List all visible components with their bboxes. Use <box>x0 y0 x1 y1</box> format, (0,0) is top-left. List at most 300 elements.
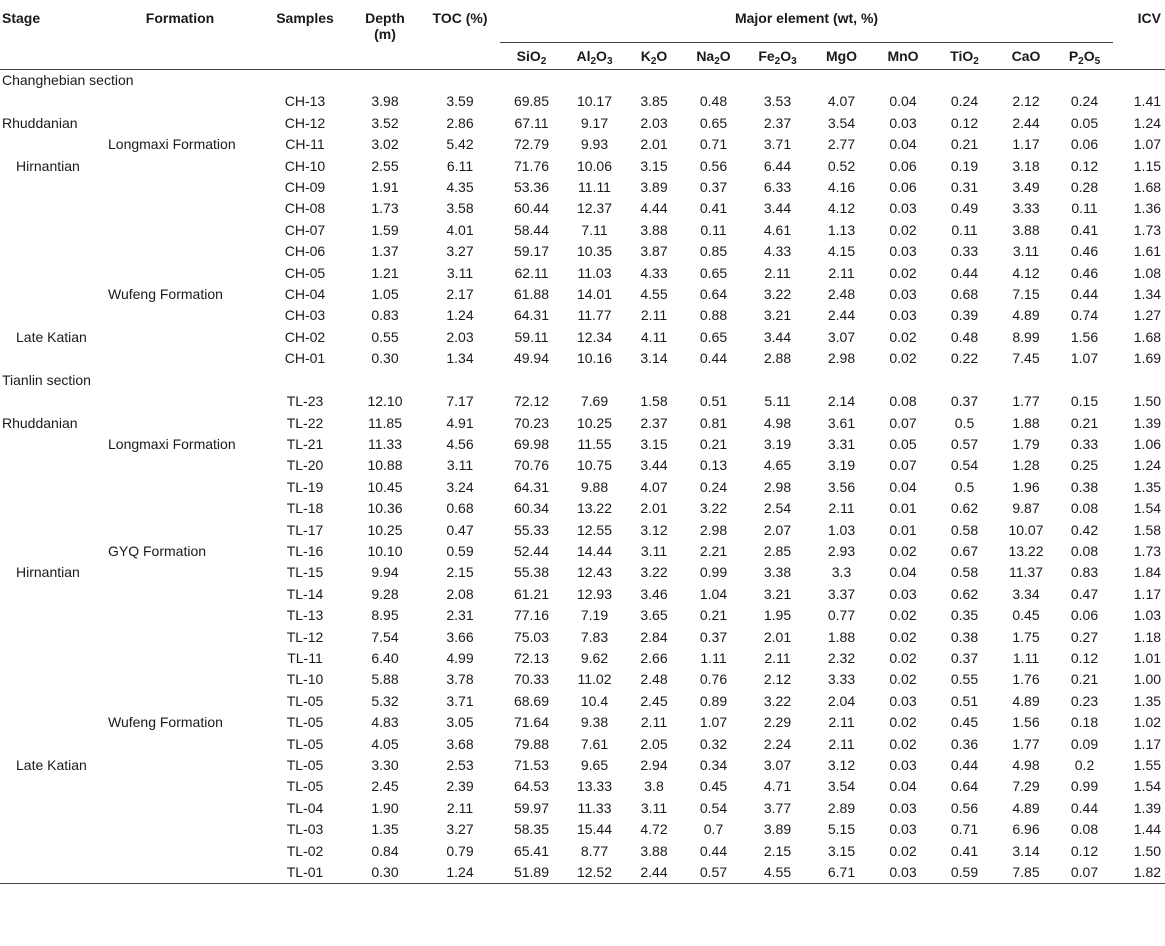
value-cell: 67.11 <box>514 114 549 131</box>
value-cell: 3.59 <box>446 93 474 110</box>
value-cell: 1.68 <box>1133 328 1162 345</box>
value-cell: 55.33 <box>513 521 550 538</box>
value-cell: 11.37 <box>1009 564 1043 581</box>
value-cell: 15.44 <box>576 821 613 838</box>
value-cell: 0.48 <box>699 93 728 110</box>
value-cell: 0.06 <box>889 179 917 196</box>
value-cell: 1.75 <box>1012 628 1040 645</box>
value-cell: 0.30 <box>350 862 420 884</box>
value-cell: 0.03 <box>889 286 917 303</box>
value-cell: 2.01 <box>640 500 668 517</box>
value-cell: 3.52 <box>371 114 399 131</box>
value-cell: 2.12 <box>1012 93 1040 110</box>
formation-cell <box>100 648 260 669</box>
header-toc: TOC (%) <box>420 0 500 70</box>
value-cell: 1.04 <box>699 585 728 602</box>
value-cell: 0.58 <box>950 521 979 538</box>
stage-cell: Rhuddanian <box>2 114 78 131</box>
value-cell: 3.56 <box>827 478 856 495</box>
value-cell: 0.34 <box>699 757 728 773</box>
value-cell: 0.03 <box>889 114 917 131</box>
sample-cell: TL-05 <box>286 735 324 752</box>
table-row <box>0 498 1165 519</box>
sample-cell: TL-17 <box>286 521 324 538</box>
value-cell: 1.35 <box>1133 478 1162 495</box>
value-cell: 0.37 <box>699 628 728 645</box>
table-row <box>0 220 1165 241</box>
value-cell: 0.41 <box>1070 221 1099 238</box>
value-cell: 11.77 <box>577 307 612 324</box>
stage-cell <box>0 669 100 690</box>
value-cell: 2.89 <box>827 799 856 816</box>
value-cell: 1.08 <box>1133 264 1162 281</box>
formation-cell <box>100 627 260 648</box>
value-cell: 11.85 <box>368 414 402 431</box>
section-row <box>0 370 1165 391</box>
value-cell: 2.04 <box>827 692 856 709</box>
value-cell: 5.42 <box>446 136 474 153</box>
value-cell: 0.45 <box>1012 607 1040 624</box>
sample-cell: TL-03 <box>286 821 324 838</box>
value-cell: 2.37 <box>763 114 792 131</box>
value-cell: 0.21 <box>1070 671 1099 688</box>
value-cell: 9.65 <box>580 757 609 773</box>
sample-cell: TL-21 <box>286 435 324 452</box>
value-cell: 3.88 <box>640 221 668 238</box>
value-cell: 1.39 <box>1133 799 1162 816</box>
value-cell: 8.95 <box>371 607 399 624</box>
value-cell: 0.30 <box>371 350 399 367</box>
value-cell: 62.11 <box>514 264 549 281</box>
value-cell: 2.45 <box>371 778 399 795</box>
sample-cell: CH-09 <box>284 179 326 196</box>
sample-cell: TL-20 <box>286 457 324 474</box>
value-cell: 3.37 <box>827 585 856 602</box>
value-cell: 0.11 <box>700 221 727 238</box>
value-cell: 1.34 <box>1133 286 1162 303</box>
value-cell: 0.32 <box>699 735 728 752</box>
value-cell: 7.69 <box>580 393 609 410</box>
formation-cell: Longmaxi Formation <box>108 435 236 452</box>
value-cell: 10.88 <box>367 457 403 474</box>
value-cell: 0.21 <box>699 435 728 452</box>
value-cell: 8.99 <box>1012 328 1040 345</box>
sample-cell: CH-11 <box>285 136 325 153</box>
value-cell: 59.97 <box>513 799 550 816</box>
value-cell: 65.41 <box>513 842 550 859</box>
value-cell: 2.11 <box>828 735 855 752</box>
value-cell: 0.03 <box>889 799 917 816</box>
value-cell: 2.93 <box>827 542 856 559</box>
value-cell: 0.31 <box>950 179 979 196</box>
sample-cell: CH-01 <box>284 350 326 367</box>
table-row <box>0 91 1165 112</box>
value-cell: 1.36 <box>1133 200 1162 217</box>
value-cell: 1.56 <box>1012 714 1040 731</box>
formation-cell <box>100 498 260 519</box>
value-cell: 4.07 <box>640 478 668 495</box>
value-cell: 3.19 <box>763 435 792 452</box>
value-cell: 3.71 <box>446 692 474 709</box>
value-cell: 2.17 <box>446 286 474 303</box>
value-cell: 1.58 <box>640 393 668 410</box>
stage-cell <box>0 541 100 562</box>
sample-cell: CH-08 <box>284 200 326 217</box>
value-cell: 3.38 <box>763 564 792 581</box>
value-cell: 2.54 <box>763 500 792 517</box>
value-cell: 10.16 <box>576 350 613 367</box>
value-cell: 7.19 <box>580 607 609 624</box>
value-cell: 1.79 <box>1012 435 1040 452</box>
value-cell: 0.21 <box>1070 414 1099 431</box>
value-cell: 0.59 <box>446 542 474 559</box>
stage-cell <box>0 691 100 712</box>
value-cell: 1.28 <box>1012 457 1040 474</box>
value-cell: 0.08 <box>1070 821 1099 838</box>
value-cell: 1.11 <box>1012 649 1040 666</box>
header-element-2: $K_2O$ <box>626 43 682 70</box>
value-cell: 0.44 <box>699 842 728 859</box>
value-cell: 2.11 <box>828 714 855 731</box>
value-cell: 59.11 <box>514 328 549 345</box>
value-cell: 0.44 <box>699 350 728 367</box>
value-cell: 3.68 <box>446 735 474 752</box>
table-row <box>0 648 1165 669</box>
value-cell: 0.03 <box>889 243 917 260</box>
value-cell: 0.85 <box>699 243 728 260</box>
sample-cell: TL-01 <box>260 862 350 884</box>
value-cell: 1.24 <box>420 862 500 884</box>
value-cell: 0.81 <box>699 414 728 431</box>
value-cell: 0.03 <box>889 821 917 838</box>
value-cell: 0.12 <box>1070 649 1099 666</box>
value-cell: 4.55 <box>640 286 668 303</box>
value-cell: 4.56 <box>446 435 474 452</box>
value-cell: 0.44 <box>1070 799 1099 816</box>
value-cell: 4.55 <box>745 862 810 884</box>
value-cell: 0.83 <box>1070 564 1099 581</box>
value-cell: 0.36 <box>950 735 979 752</box>
value-cell: 3.31 <box>827 435 856 452</box>
sample-cell: TL-23 <box>286 393 324 410</box>
value-cell: 4.72 <box>640 821 668 838</box>
formation-cell <box>100 562 260 583</box>
value-cell: 70.23 <box>513 414 550 431</box>
value-cell: 0.89 <box>699 692 728 709</box>
formation-cell <box>100 669 260 690</box>
value-cell: 3.44 <box>640 457 668 474</box>
table-row <box>0 584 1165 605</box>
value-cell: 0.64 <box>699 286 728 303</box>
value-cell: 0.65 <box>699 328 728 345</box>
value-cell: 3.02 <box>371 136 399 153</box>
header-element-9: $P_2O_5$ <box>1056 43 1113 70</box>
formation-cell <box>100 113 260 134</box>
table-row <box>0 669 1165 690</box>
value-cell: 0.37 <box>699 179 728 196</box>
table-row <box>0 413 1165 434</box>
stage-cell <box>0 819 100 840</box>
value-cell: 0.02 <box>889 350 917 367</box>
value-cell: 3.11 <box>640 542 668 559</box>
value-cell: 0.06 <box>1070 136 1099 153</box>
table-row <box>0 477 1165 498</box>
value-cell: 1.39 <box>1133 414 1162 431</box>
value-cell: 3.87 <box>640 243 668 260</box>
value-cell: 0.22 <box>950 350 979 367</box>
value-cell: 9.93 <box>580 136 609 153</box>
value-cell: 0.84 <box>371 842 399 859</box>
formation-cell <box>100 241 260 262</box>
value-cell: 0.99 <box>699 564 728 581</box>
value-cell: 1.05 <box>371 286 399 303</box>
value-cell: 71.64 <box>513 714 550 731</box>
value-cell: 52.44 <box>513 542 550 559</box>
value-cell: 2.11 <box>828 264 855 281</box>
value-cell: 0.47 <box>446 521 474 538</box>
value-cell: 59.17 <box>513 243 550 260</box>
value-cell: 0.56 <box>699 157 728 174</box>
value-cell: 1.54 <box>1133 500 1162 517</box>
value-cell: 3.11 <box>446 457 474 474</box>
formation-cell <box>100 455 260 476</box>
table-row <box>0 455 1165 476</box>
value-cell: 0.65 <box>699 264 728 281</box>
formation-cell <box>100 862 260 884</box>
value-cell: 2.12 <box>763 671 792 688</box>
value-cell: 2.01 <box>640 136 668 153</box>
value-cell: 0.02 <box>889 735 917 752</box>
value-cell: 1.88 <box>827 628 856 645</box>
value-cell: 0.58 <box>950 564 979 581</box>
value-cell: 9.87 <box>1012 500 1040 517</box>
value-cell: 12.43 <box>576 564 613 581</box>
value-cell: 1.82 <box>1113 862 1165 884</box>
section-row <box>0 70 1165 92</box>
value-cell: 0.03 <box>889 585 917 602</box>
value-cell: 3.15 <box>640 157 668 174</box>
value-cell: 3.78 <box>446 671 474 688</box>
sample-cell: TL-04 <box>286 799 324 816</box>
value-cell: 11.11 <box>578 179 611 196</box>
value-cell: 1.17 <box>1133 735 1162 752</box>
value-cell: 11.33 <box>577 799 612 816</box>
value-cell: 2.48 <box>640 671 668 688</box>
value-cell: 0.44 <box>950 757 979 773</box>
sample-cell: CH-10 <box>284 157 326 174</box>
table-row <box>0 241 1165 262</box>
formation-cell <box>100 156 260 177</box>
stage-cell <box>0 498 100 519</box>
header-stage: Stage <box>0 0 100 70</box>
value-cell: 0.02 <box>889 842 917 859</box>
value-cell: 0.46 <box>1070 243 1099 260</box>
table-row <box>0 284 1165 305</box>
value-cell: 2.01 <box>763 628 792 645</box>
value-cell: 3.21 <box>763 307 792 324</box>
value-cell: 3.24 <box>446 478 474 495</box>
value-cell: 0.55 <box>950 671 979 688</box>
value-cell: 11.03 <box>577 264 612 281</box>
table-row <box>0 691 1165 712</box>
value-cell: 0.74 <box>1070 307 1099 324</box>
sample-cell: TL-19 <box>286 478 324 495</box>
value-cell: 4.98 <box>1012 757 1040 773</box>
value-cell: 58.44 <box>513 221 550 238</box>
value-cell: 3.33 <box>1012 200 1040 217</box>
value-cell: 0.88 <box>699 307 728 324</box>
value-cell: 0.33 <box>950 243 979 260</box>
value-cell: 1.06 <box>1133 435 1162 452</box>
value-cell: 0.02 <box>889 328 917 345</box>
value-cell: 4.16 <box>827 179 856 196</box>
header-element-3: $Na_2O$ <box>682 43 745 70</box>
sample-cell: CH-03 <box>284 307 326 324</box>
value-cell: 0.41 <box>950 842 979 859</box>
value-cell: 64.31 <box>513 478 550 495</box>
formation-cell <box>100 605 260 626</box>
value-cell: 4.35 <box>446 179 474 196</box>
value-cell: 1.58 <box>1133 521 1162 538</box>
formation-cell <box>100 391 260 412</box>
value-cell: 4.11 <box>640 328 668 345</box>
value-cell: 0.05 <box>889 435 917 452</box>
value-cell: 72.13 <box>513 649 550 666</box>
value-cell: 3.27 <box>446 243 474 260</box>
value-cell: 2.37 <box>640 414 668 431</box>
value-cell: 1.35 <box>371 821 399 838</box>
stage-cell <box>0 91 100 112</box>
value-cell: 4.89 <box>1012 307 1040 324</box>
formation-cell <box>100 477 260 498</box>
value-cell: 1.90 <box>371 799 399 816</box>
value-cell: 3.15 <box>827 842 856 859</box>
value-cell: 1.56 <box>1070 328 1099 345</box>
header-depth <box>350 0 420 70</box>
value-cell: 0.68 <box>950 286 979 303</box>
sample-cell: CH-04 <box>284 286 326 303</box>
value-cell: 1.01 <box>1133 649 1162 666</box>
value-cell: 2.84 <box>640 628 668 645</box>
value-cell: 61.21 <box>513 585 550 602</box>
formation-cell <box>100 348 260 369</box>
value-cell: 2.11 <box>764 649 791 666</box>
table-body <box>0 70 1165 884</box>
value-cell: 0.24 <box>950 93 979 110</box>
value-cell: 3.49 <box>1012 179 1040 196</box>
value-cell: 1.27 <box>1133 307 1162 324</box>
value-cell: 7.61 <box>580 735 609 752</box>
table-row <box>0 627 1165 648</box>
stage-cell <box>0 455 100 476</box>
table-row <box>0 391 1165 412</box>
value-cell: 0.33 <box>1070 435 1099 452</box>
value-cell: 0.54 <box>699 799 728 816</box>
value-cell: 3.89 <box>640 179 668 196</box>
value-cell: 0.62 <box>950 500 979 517</box>
value-cell: 0.51 <box>950 692 979 709</box>
value-cell: 0.5 <box>954 478 975 495</box>
value-cell: 3.11 <box>640 799 668 816</box>
stage-cell <box>0 841 100 862</box>
value-cell: 3.3 <box>831 564 852 581</box>
value-cell: 0.02 <box>889 607 917 624</box>
header-icv: ICV <box>1113 0 1165 70</box>
value-cell: 1.13 <box>827 221 856 238</box>
stage-cell <box>0 520 100 541</box>
value-cell: 3.22 <box>763 286 792 303</box>
value-cell: 2.11 <box>446 799 474 816</box>
value-cell: 2.05 <box>640 735 668 752</box>
value-cell: 10.4 <box>580 692 609 709</box>
value-cell: 3.11 <box>1012 243 1040 260</box>
value-cell: 11.33 <box>368 435 402 452</box>
value-cell: 9.28 <box>371 585 399 602</box>
value-cell: 4.83 <box>371 714 399 731</box>
header-samples: Samples <box>260 0 350 70</box>
value-cell: 1.24 <box>446 307 474 324</box>
value-cell: 0.03 <box>889 692 917 709</box>
value-cell: 0.41 <box>699 200 728 217</box>
stage-cell <box>0 177 100 198</box>
value-cell: 3.07 <box>827 328 856 345</box>
value-cell: 1.91 <box>371 179 399 196</box>
stage-cell <box>0 198 100 219</box>
value-cell: 1.76 <box>1012 671 1040 688</box>
value-cell: 7.29 <box>1012 778 1040 795</box>
value-cell: 2.32 <box>827 649 856 666</box>
value-cell: 0.03 <box>889 757 917 773</box>
value-cell: 4.99 <box>446 649 474 666</box>
value-cell: 6.11 <box>446 157 474 174</box>
header-element-7: TiO$_2$ <box>933 43 996 70</box>
formation-cell <box>100 520 260 541</box>
value-cell: 1.00 <box>1133 671 1162 688</box>
value-cell: 1.77 <box>1012 393 1040 410</box>
value-cell: 0.11 <box>1071 200 1098 217</box>
stage-cell <box>0 627 100 648</box>
value-cell: 1.24 <box>1133 114 1162 131</box>
value-cell: 0.13 <box>699 457 728 474</box>
value-cell: 72.79 <box>513 136 550 153</box>
value-cell: 10.25 <box>367 521 403 538</box>
value-cell: 4.15 <box>827 243 856 260</box>
value-cell: 0.03 <box>889 307 917 324</box>
value-cell: 0.49 <box>950 200 979 217</box>
value-cell: 64.53 <box>513 778 550 795</box>
table-row <box>0 605 1165 626</box>
value-cell: 2.21 <box>699 542 728 559</box>
value-cell: 72.12 <box>513 393 550 410</box>
value-cell: 3.77 <box>763 799 792 816</box>
value-cell: 0.25 <box>1070 457 1099 474</box>
value-cell: 1.73 <box>1133 221 1162 238</box>
value-cell: 0.12 <box>1070 842 1099 859</box>
table-row <box>0 541 1165 562</box>
value-cell: 1.15 <box>1133 157 1162 174</box>
value-cell: 2.08 <box>446 585 474 602</box>
value-cell: 0.65 <box>699 114 728 131</box>
sample-cell: CH-12 <box>284 114 326 131</box>
table-row <box>0 113 1165 134</box>
formation-cell <box>100 413 260 434</box>
value-cell: 2.88 <box>763 350 792 367</box>
value-cell: 0.15 <box>1070 393 1099 410</box>
value-cell: 1.61 <box>1133 243 1162 260</box>
value-cell: 3.15 <box>640 435 668 452</box>
stage-cell <box>0 263 100 284</box>
value-cell: 10.10 <box>367 542 403 559</box>
